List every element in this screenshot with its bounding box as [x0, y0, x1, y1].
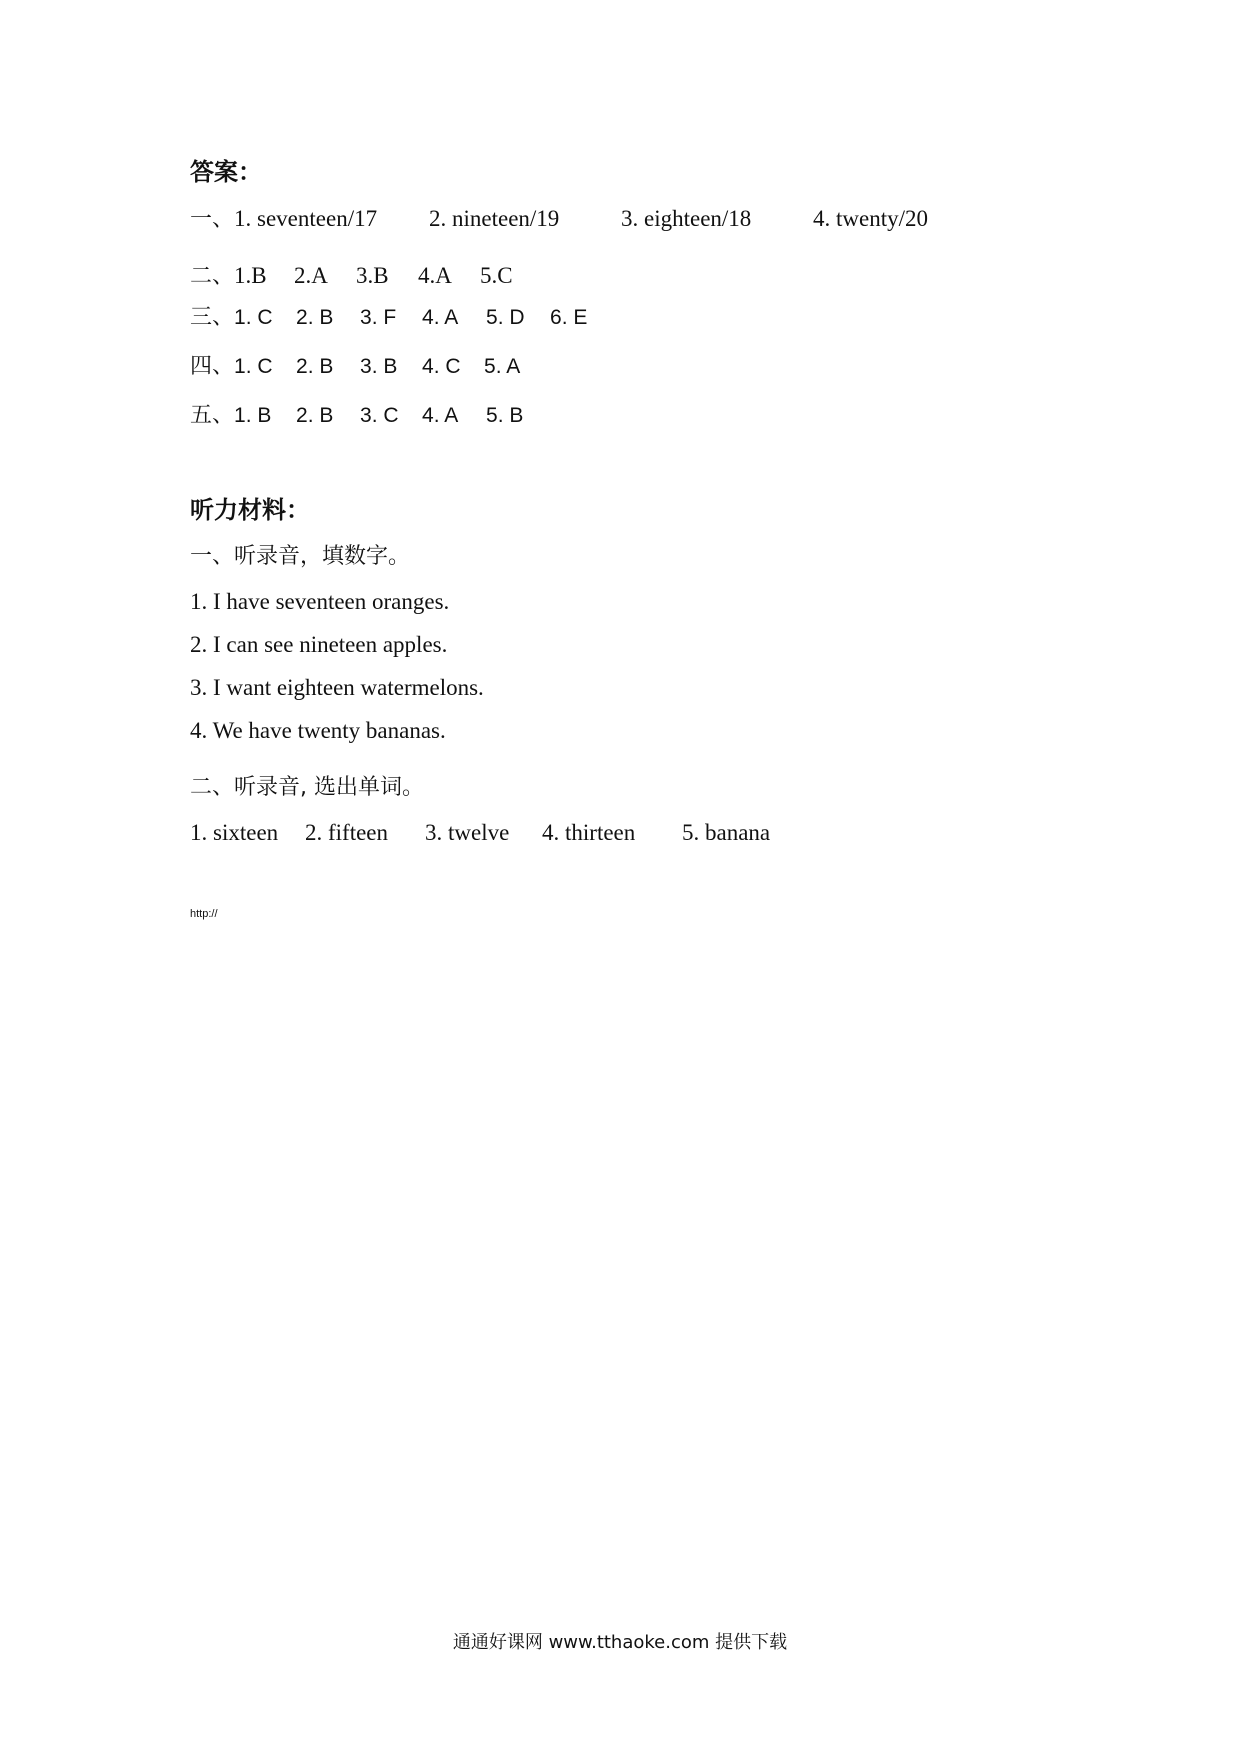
- listening-word: 1. sixteen: [190, 820, 279, 845]
- answer-item: 2. B: [296, 404, 334, 427]
- answer-item: 5. D: [486, 306, 525, 329]
- listening-section-2-title: 二、听录音, 选出单词。: [190, 775, 424, 800]
- answer-item: 5. A: [484, 355, 521, 378]
- answer-item: 4. C: [422, 355, 461, 378]
- answer-row-4: [190, 349, 520, 380]
- answer-item: 2.A: [294, 263, 328, 288]
- row-prefix: 三、: [190, 305, 235, 330]
- answer-item: 3. F: [360, 306, 397, 329]
- answer-row-1: [190, 202, 928, 233]
- listening-word: 4. thirteen: [542, 820, 636, 845]
- listening-sentence: 3. I want eighteen watermelons.: [190, 675, 484, 700]
- answer-item: 3.B: [356, 263, 389, 288]
- page-footer: 通通好课网 www.tthaoke.com 提供下载: [452, 1632, 788, 1653]
- row-prefix: 二、: [190, 264, 235, 289]
- answer-item: 2. B: [296, 355, 334, 378]
- url-text: http://: [190, 908, 218, 920]
- listening-word: 3. twelve: [425, 820, 510, 845]
- answer-item: 3. eighteen/18: [621, 206, 752, 231]
- row-prefix: 一、: [190, 207, 235, 232]
- answer-item: 1. B: [234, 404, 272, 427]
- answer-item: 2. nineteen/19: [429, 206, 560, 231]
- answers-heading: 答案：: [190, 158, 262, 186]
- listening-section-1-title: 一、听录音，填数字。: [190, 544, 411, 569]
- answer-item: 4.A: [418, 263, 452, 288]
- answer-item: 4. twenty/20: [813, 206, 929, 231]
- listening-word: 2. fifteen: [305, 820, 389, 845]
- answer-item: 1. C: [234, 355, 273, 378]
- answer-item: 5.C: [480, 263, 513, 288]
- listening-word: 5. banana: [682, 820, 771, 845]
- answer-item: 4. A: [422, 306, 459, 329]
- answer-row-5: [190, 398, 523, 429]
- row-prefix: 五、: [190, 403, 235, 428]
- answer-item: 2. B: [296, 306, 334, 329]
- listening-sentence: 1. I have seventeen oranges.: [190, 589, 450, 614]
- answer-item: 1. C: [234, 306, 273, 329]
- answer-item: 4. A: [422, 404, 459, 427]
- answer-item: 1. seventeen/17: [234, 206, 378, 231]
- answer-item: 3. C: [360, 404, 399, 427]
- listening-sentence: 2. I can see nineteen apples.: [190, 632, 448, 657]
- answer-row-3: [190, 300, 587, 331]
- answer-item: 6. E: [550, 306, 588, 329]
- row-prefix: 四、: [190, 354, 235, 379]
- answer-row-2: [190, 259, 513, 290]
- listening-sentence: 4. We have twenty bananas.: [190, 718, 446, 743]
- listening-word-row: [190, 820, 770, 846]
- answer-item: 3. B: [360, 355, 398, 378]
- listening-heading: 听力材料：: [190, 496, 310, 524]
- answer-item: 1.B: [234, 263, 267, 288]
- answer-item: 5. B: [486, 404, 524, 427]
